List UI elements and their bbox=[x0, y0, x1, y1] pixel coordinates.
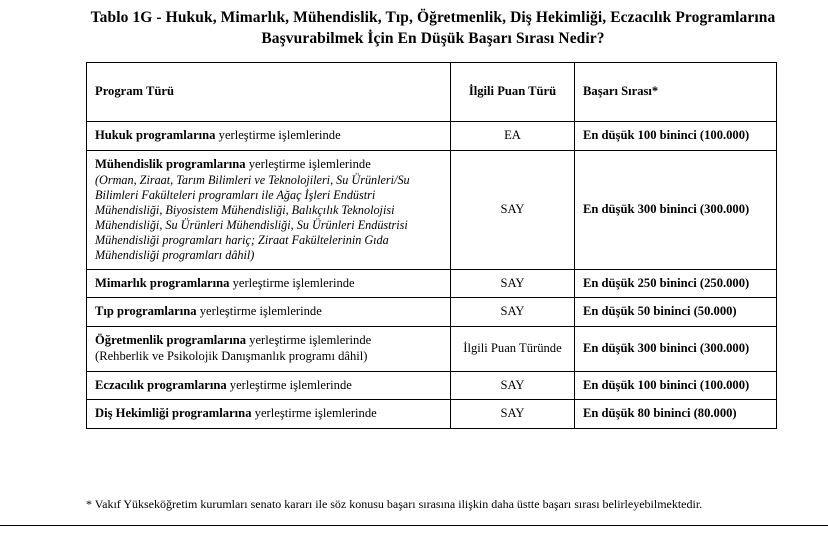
cell-program bbox=[87, 122, 451, 151]
cell-program bbox=[87, 327, 451, 371]
cell-basari-sirasi: En düşük 50 bininci (50.000) bbox=[575, 298, 777, 327]
program-subnote: (Rehberlik ve Psikolojik Danışmanlık programı dâhil) bbox=[95, 348, 368, 363]
cell-puan-turu: İlgili Puan Türünde bbox=[451, 327, 575, 371]
header-puan-turu: İlgili Puan Türü bbox=[451, 63, 575, 122]
program-detail: yerleştirme işlemlerinde bbox=[218, 128, 341, 142]
footnote: * Vakıf Yükseköğretim kurumları senato kararı ile söz konusu başarı sırasına ilişkin daha üstte başarı sırası belirleyebilmektedir. bbox=[86, 497, 703, 511]
table-row bbox=[87, 150, 777, 269]
page-title: Tablo 1G - Hukuk, Mimarlık, Mühendislik, Tıp, Öğretmenlik, Diş Hekimliği, Eczacılık Programlarına Başvurabilmek İçin En Düşük Başarı Sırası Nedir? bbox=[90, 9, 776, 47]
program-detail: yerleştirme işlemlerinde bbox=[249, 333, 372, 348]
program-name: Tıp programlarına bbox=[95, 304, 197, 319]
cell-basari-sirasi: En düşük 300 bininci (300.000) bbox=[575, 327, 777, 371]
program-detail: yerleştirme işlemlerinde bbox=[229, 377, 352, 392]
cell-puan-turu: SAY bbox=[451, 269, 575, 298]
cell-basari-sirasi: En düşük 100 bininci (100.000) bbox=[575, 122, 777, 151]
table-row bbox=[87, 400, 777, 429]
header-program-turu: Program Türü bbox=[87, 63, 451, 122]
table-row bbox=[87, 371, 777, 400]
table-body bbox=[87, 122, 777, 429]
cell-program bbox=[87, 371, 451, 400]
table-row bbox=[87, 327, 777, 371]
cell-basari-sirasi: En düşük 250 bininci (250.000) bbox=[575, 269, 777, 298]
table-header-row bbox=[87, 63, 777, 122]
program-detail: yerleştirme işlemlerinde bbox=[248, 156, 371, 171]
program-detail: yerleştirme işlemlerinde bbox=[199, 304, 322, 319]
table-row bbox=[87, 298, 777, 327]
cell-basari-sirasi: En düşük 100 bininci (100.000) bbox=[575, 371, 777, 400]
program-name: Öğretmenlik programlarına bbox=[95, 333, 246, 348]
table-container bbox=[86, 62, 776, 429]
table-row bbox=[87, 122, 777, 151]
cell-puan-turu: SAY bbox=[451, 298, 575, 327]
table-row bbox=[87, 269, 777, 298]
program-detail: yerleştirme işlemlerinde bbox=[232, 275, 355, 290]
table-header bbox=[87, 63, 777, 122]
cell-basari-sirasi: En düşük 300 bininci (300.000) bbox=[575, 150, 777, 269]
cell-basari-sirasi: En düşük 80 bininci (80.000) bbox=[575, 400, 777, 429]
program-name: Mimarlık programlarına bbox=[95, 275, 230, 290]
cell-puan-turu: EA bbox=[451, 122, 575, 151]
program-name: Diş Hekimliği programlarına bbox=[95, 406, 252, 421]
cell-puan-turu: SAY bbox=[451, 400, 575, 429]
program-name: Hukuk programlarına bbox=[95, 128, 216, 142]
cell-puan-turu: SAY bbox=[451, 150, 575, 269]
cell-program bbox=[87, 400, 451, 429]
cell-program bbox=[87, 298, 451, 327]
bottom-divider bbox=[0, 525, 828, 526]
program-detail: yerleştirme işlemlerinde bbox=[254, 406, 377, 421]
cell-program bbox=[87, 150, 451, 269]
program-name: Eczacılık programlarına bbox=[95, 377, 227, 392]
program-name: Mühendislik programlarına bbox=[95, 156, 246, 171]
program-note: (Orman, Ziraat, Tarım Bilimleri ve Teknolojileri, Su Ürünleri/Su Bilimleri Fakülteleri programları ile Ağaç İşleri Endüstri Mühendisliği, Biyosistem Mühendisliği, Balıkçılık Teknolojisi Mühendisliği, Su Ürünleri Mühendisliği, Su Ürünleri Endüstrisi Mühendisliği programları hariç; Ziraat Fakültelerinin Gıda Mühendisliği programları dâhil) bbox=[95, 173, 410, 262]
cell-program bbox=[87, 269, 451, 298]
cell-puan-turu: SAY bbox=[451, 371, 575, 400]
header-basari-sirasi: Başarı Sırası* bbox=[575, 63, 777, 122]
requirements-table bbox=[86, 62, 777, 429]
